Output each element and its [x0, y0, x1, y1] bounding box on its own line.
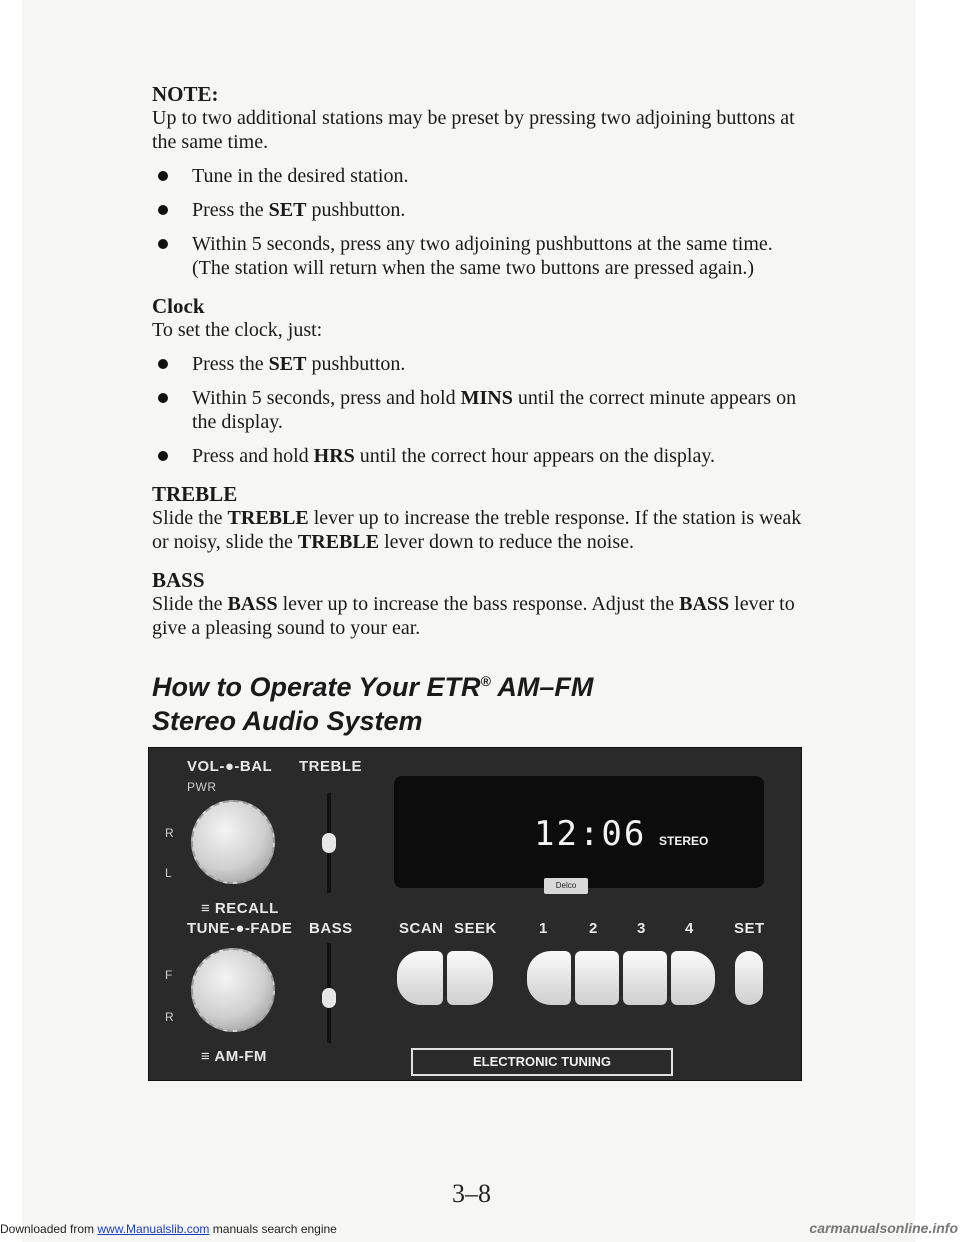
treble-text: Slide the TREBLE lever up to increase the treble response. If the station is weak or noisy, slide the TREBLE lever down to reduce the noise.: [152, 507, 802, 553]
clock-heading: Clock: [152, 294, 205, 318]
note-bullet-1: Tune in the desired station.: [152, 164, 812, 188]
pwr-label: PWR: [187, 780, 217, 794]
set-label: SET: [734, 920, 765, 937]
recall-label: ≡ RECALL: [201, 900, 279, 917]
section-title-line2: Stereo Audio System: [152, 706, 423, 736]
page-content: [152, 82, 812, 738]
volume-knob: [191, 800, 275, 884]
clock-bullet-3: Press and hold HRS until the correct hour appears on the display.: [152, 444, 812, 468]
radio-display: [394, 776, 764, 888]
treble-slider-knob: [322, 833, 336, 853]
bass-heading: BASS: [152, 568, 205, 592]
bass-text: Slide the BASS lever up to increase the bass response. Adjust the BASS lever to give a pleasing sound to your ear.: [152, 593, 795, 639]
clock-readout: 12:06: [534, 814, 647, 854]
bullet-icon: [158, 393, 168, 403]
note-bullet-2: Press the SET pushbutton.: [152, 198, 812, 222]
radio-faceplate-illustration: [148, 747, 802, 1081]
fade-rear-label: R: [165, 1010, 175, 1024]
am-fm-icon: ≡: [201, 1048, 215, 1065]
preset-3-label: 3: [637, 920, 646, 937]
seek-label: SEEK: [454, 920, 497, 937]
clock-intro: To set the clock, just:: [152, 319, 323, 341]
preset-2-button: [575, 951, 619, 1005]
section-title: How to Operate Your ETR® AM–FM: [152, 672, 594, 702]
preset-2-label: 2: [589, 920, 598, 937]
manualslib-link[interactable]: www.Manualslib.com: [97, 1222, 210, 1236]
vol-bal-label: VOL-●-BAL: [187, 758, 273, 775]
preset-4-label: 4: [685, 920, 694, 937]
tune-knob: [191, 948, 275, 1032]
electronic-tuning-label: ELECTRONIC TUNING: [411, 1048, 673, 1076]
balance-right-label: R: [165, 826, 175, 840]
page-number: 3–8: [452, 1179, 491, 1208]
scan-button: [397, 951, 443, 1005]
preset-3-button: [623, 951, 667, 1005]
clock-bullet-2: Within 5 seconds, press and hold MINS until the correct minute appears on the display.: [152, 386, 812, 434]
preset-1-button: [527, 951, 571, 1005]
bullet-icon: [158, 359, 168, 369]
seek-button: [447, 951, 493, 1005]
treble-heading: TREBLE: [152, 482, 238, 506]
fade-front-label: F: [165, 968, 173, 982]
balance-left-label: L: [165, 866, 173, 880]
bullet-icon: [158, 239, 168, 249]
bass-slider-knob: [322, 988, 336, 1008]
delco-logo: Delco: [544, 878, 588, 894]
scan-label: SCAN: [399, 920, 444, 937]
bullet-icon: [158, 205, 168, 215]
bass-label: BASS: [309, 920, 353, 937]
preset-1-label: 1: [539, 920, 548, 937]
note-heading: NOTE:: [152, 82, 219, 106]
am-fm-label: ≡ AM-FM: [201, 1048, 267, 1065]
tune-fade-label: TUNE-●-FADE: [187, 920, 293, 937]
download-footer: Downloaded from www.Manualslib.com manuals search engine: [0, 1222, 337, 1236]
bullet-icon: [158, 171, 168, 181]
preset-4-button: [671, 951, 715, 1005]
note-text: Up to two additional stations may be preset by pressing two adjoining buttons at the same time.: [152, 107, 795, 153]
bullet-icon: [158, 451, 168, 461]
treble-label: TREBLE: [299, 758, 362, 775]
clock-bullet-1: Press the SET pushbutton.: [152, 352, 812, 376]
recall-icon: ≡: [201, 900, 215, 917]
stereo-indicator: STEREO: [659, 834, 709, 848]
note-bullet-3: Within 5 seconds, press any two adjoining pushbuttons at the same time. (The station will return when the same two buttons are pressed again.): [152, 232, 812, 280]
set-button: [735, 951, 763, 1005]
watermark-footer: carmanualsonline.info: [809, 1220, 958, 1236]
